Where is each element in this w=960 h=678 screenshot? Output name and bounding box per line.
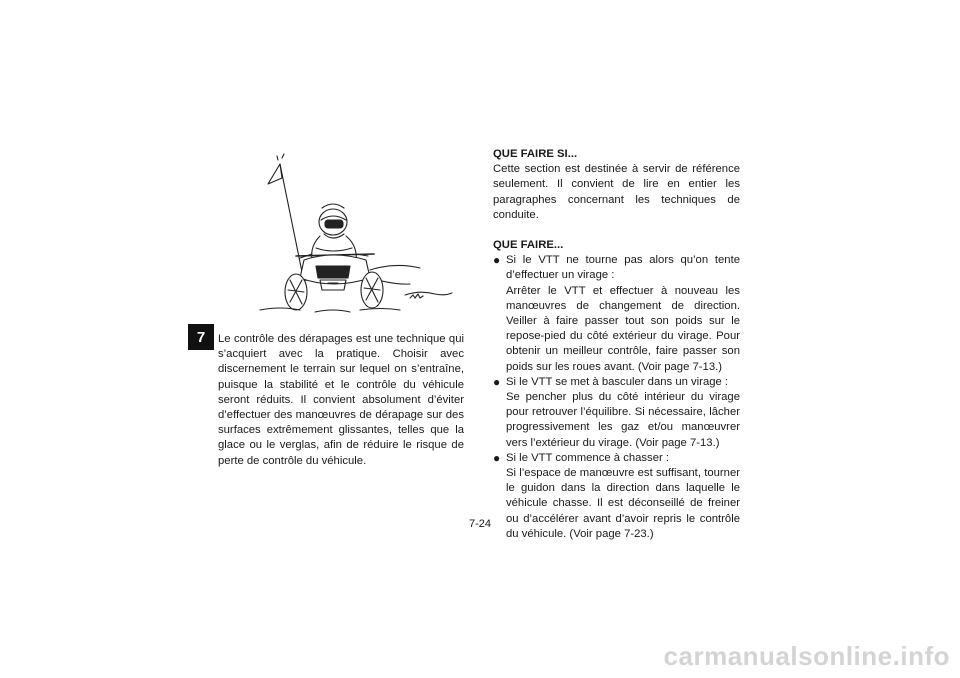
list-item-text: Se pencher plus du côté intérieur du virage pour retrouver l’équilibre. Si nécessaire, lâcher progressivement les gaz et/ou manœuvrer vers l’extérieur du virage. (Voir page 7-13.) — [506, 391, 740, 449]
chapter-tab: 7 — [188, 324, 214, 350]
list-item-text: Si l’espace de manœuvre est suffisant, tourner le guidon dans la direction dans laquelle le véhicule chasse. Il est déconseillé de freiner ou d’accélérer avant d’avoir repris le contrôle du véhicule. (Voir page 7-23.) — [506, 467, 740, 540]
left-column — [218, 332, 464, 469]
section-heading-what-if: QUE FAIRE SI... — [493, 148, 578, 160]
list-item-title: Si le VTT se met à basculer dans un virage : — [506, 375, 729, 388]
section-intro-paragraph: Cette section est destinée à servir de référence seulement. Il convient de lire en entier les paragraphes concernant les techniques de conduite. — [493, 163, 740, 221]
skid-control-paragraph: Le contrôle des dérapages est une technique qui s’acquiert avec la pratique. Choisir avec discernement le terrain sur lequel on s’entraîne, puisque la stabilité et le contrôle du véhicule seront réduits. Il convient absolument d’éviter d’effectuer des manœuvres de dérapage sur des surfaces extrêmement glissantes, telles que la glace ou le verglas, afin de réduire le risque de perte de contrôle du véhicule. — [218, 333, 464, 467]
list-item — [493, 375, 740, 451]
page-number: 7-24 — [468, 518, 492, 530]
list-item-title: Si le VTT commence à chasser : — [506, 451, 670, 464]
bullet-icon: ● — [493, 450, 501, 465]
right-column — [493, 147, 740, 542]
atv-rider-illustration — [220, 150, 470, 325]
bullet-icon: ● — [493, 253, 501, 268]
list-item — [493, 253, 740, 375]
watermark: carmanualsonline.info — [663, 641, 950, 671]
bullet-icon: ● — [493, 374, 501, 389]
list-item-title: Si le VTT ne tourne pas alors qu’on tente d’effectuer un virage : — [506, 254, 740, 282]
list-item-text: Arrêter le VTT et effectuer à nouveau les manœuvres de changement de direction. Veiller à faire passer tout son poids sur le repose-pied du côté extérieur du virage. Pour obtenir un meilleur contrôle, faire passer son poids sur les roues avant. (Voir page 7-13.) — [506, 284, 740, 373]
section-heading-what-to-do: QUE FAIRE... — [493, 239, 564, 252]
troubleshooting-list — [493, 253, 740, 542]
